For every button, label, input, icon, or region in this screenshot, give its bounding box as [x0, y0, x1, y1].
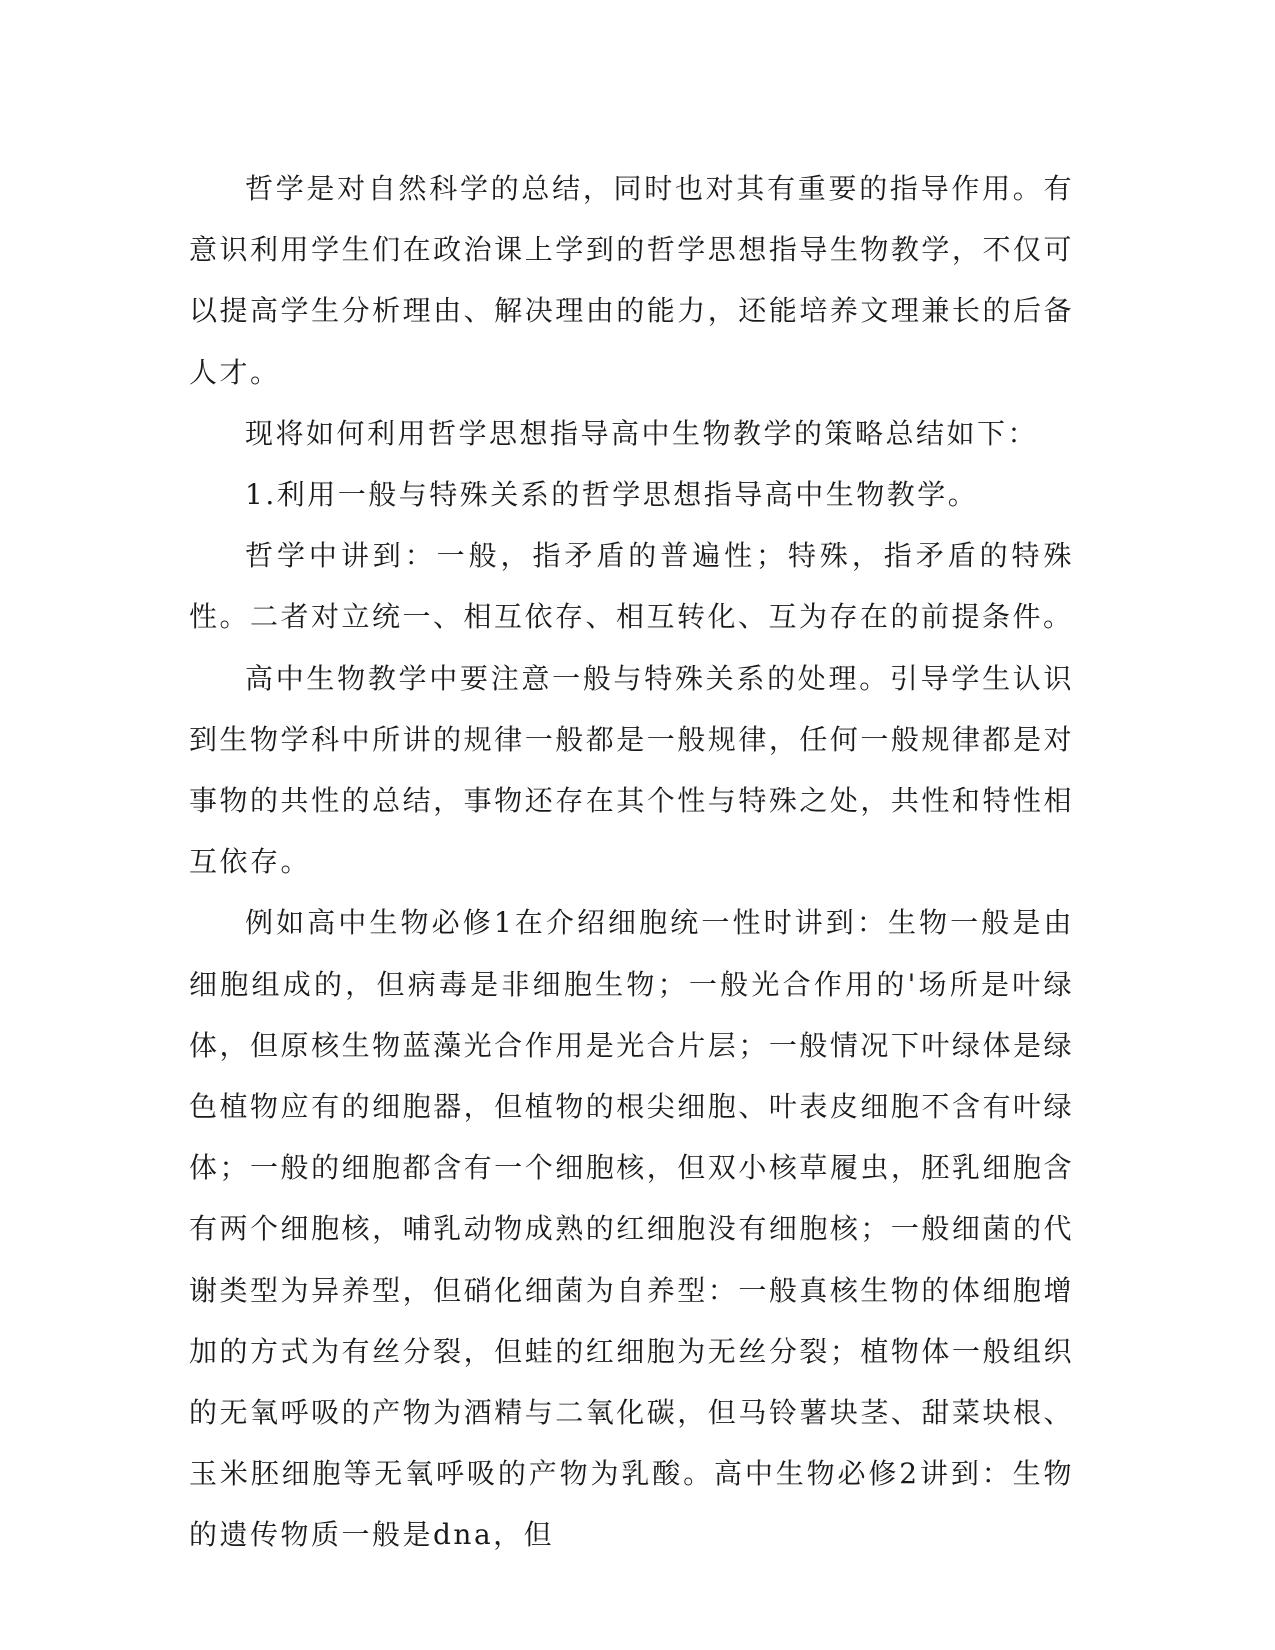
paragraph-intro: 哲学是对自然科学的总结，同时也对其有重要的指导作用。有意识利用学生们在政治课上学到的哲学思想指导生物教学，不仅可以提高学生分析理由、解决理由的能力，还能培养文理兼长的后备人才。 [189, 172, 1074, 389]
paragraph-teaching-guidance: 高中生物教学中要注意一般与特殊关系的处理。引导学生认识到生物学科中所讲的规律一般都是一般规律，任何一般规律都是对事物的共性的总结，事物还存在其个性与特殊之处，共性和特性相互依存。 [189, 661, 1074, 879]
paragraph-philosophy-definition: 哲学中讲到：一般，指矛盾的普遍性；特殊，指矛盾的特殊性。二者对立统一、相互依存、相互转化、互为存在的前提条件。 [189, 539, 1074, 634]
paragraph-examples: 例如高中生物必修1在介绍细胞统一性时讲到：生物一般是由细胞组成的，但病毒是非细胞生物；一般光合作用的'场所是叶绿体，但原核生物蓝藻光合作用是光合片层；一般情况下叶绿体是绿色植物应有的细胞器，但植物的根尖细胞、叶表皮细胞不含有叶绿体；一般的细胞都含有一个细胞核，但双小核草履虫，胚乳细胞含有两个细胞核，哺乳动物成熟的红细胞没有细胞核；一般细菌的代谢类型为异养型，但硝化细菌为自养型：一般真核生物的体细胞增加的方式为有丝分裂，但蛙的红细胞为无丝分裂；植物体一般组织的无氧呼吸的产物为酒精与二氧化碳，但马铃薯块茎、甜菜块根、玉米胚细胞等无氧呼吸的产物为乳酸。高中生物必修2讲到：生物的遗传物质一般是dna，但 [189, 906, 1074, 1552]
paragraph-summary-lead: 现将如何利用哲学思想指导高中生物教学的策略总结如下： [245, 416, 1039, 450]
paragraph-section-heading: 1.利用一般与特殊关系的哲学思想指导高中生物教学。 [245, 478, 979, 512]
document-body [189, 158, 1074, 1566]
